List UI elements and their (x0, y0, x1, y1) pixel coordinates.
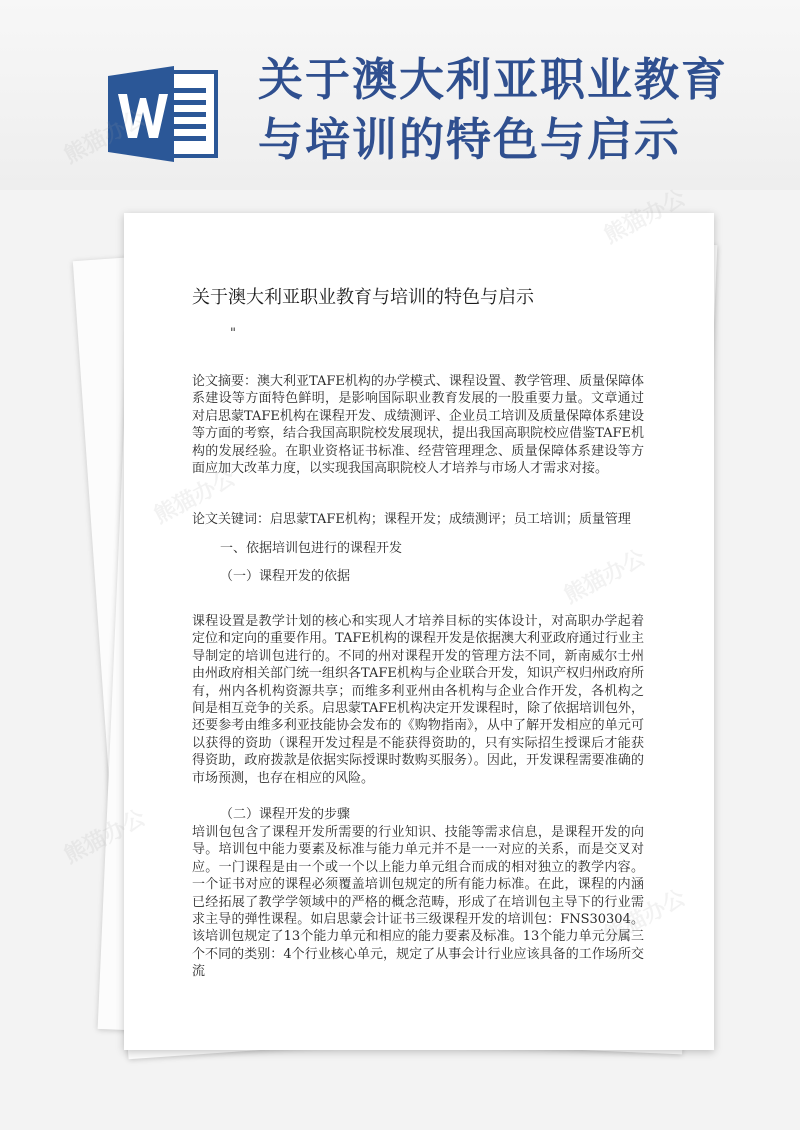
header-banner (0, 0, 800, 190)
subsection-heading: （一）课程开发的依据 (220, 569, 351, 584)
banner-title-line-1: 关于澳大利亚职业教育 (258, 53, 729, 106)
body-paragraph: 培训包包含了课程开发所需要的行业知识、技能等需求信息，是课程开发的向导。培训包中能力要素及标准与能力单元并不是一一对应的关系，而是交叉对应。一门课程是由一个或一个以上能力单元组合而成的相对独立的教学内容。一个证书对应的课程必须覆盖培训包规定的所有能力标准。在此，课程的内涵已经拓展了教学学领域中的严格的概念范畴，形成了在培训包主导下的行业需求主导的弹性课程。如启思蒙会计证书三级课程开发的培训包：FNS30304。该培训包规定了13个能力单元和相应的能力要素及标准。13个能力单元分属三个不同的类别：4个行业核心单元，规定了从事会计行业应该具备的工作场所交流 (192, 825, 644, 980)
subsection-heading: （二）课程开发的步骤 (220, 807, 351, 822)
section-heading: 一、依据培训包进行的课程开发 (220, 541, 403, 556)
document-page (124, 213, 714, 1050)
banner-title-line-2: 与培训的特色与启示 (258, 113, 682, 166)
banner-title (258, 50, 778, 170)
body-paragraph: 课程设置是教学计划的核心和实现人才培养目标的实体设计，对高职办学起着定位和定向的重要作用。TAFE机构的课程开发是依据澳大利亚政府通过行业主导制定的培训包进行的。不同的州对课程开发的管理方法不同，新南威尔士州由州政府相关部门统一组织各TAFE机构与企业联合开发，知识产权归州政府所有，州内各机构资源共享；而维多利亚州由各机构与企业合作开发，各机构之间是相互竞争的关系。启思蒙TAFE机构决定开发课程时，除了依据培训包外，还要参考由维多利亚技能协会发布的《购物指南》，从中了解开发相应的单元可以获得的资助（课程开发过程是不能获得资助的，只有实际招生授课后才能获得资助，政府拨款是依据实际授课时数购买服务）。因此，开发课程需要准确的市场预测，也存在相应的风险。 (192, 614, 644, 786)
quote-mark: " (230, 326, 236, 341)
document-title: 关于澳大利亚职业教育与培训的特色与启示 (192, 287, 534, 308)
word-document-icon (108, 66, 220, 162)
keywords-line: 论文关键词：启思蒙TAFE机构；课程开发；成绩测评；员工培训；质量管理 (192, 512, 631, 527)
abstract-paragraph: 论文摘要：澳大利亚TAFE机构的办学模式、课程设置、教学管理、质量保障体系建设等方面特色鲜明，是影响国际职业教育发展的一股重要力量。文章通过对启思蒙TAFE机构在课程开发、成绩测评、企业员工培训及质量保障体系建设等方面的考察，结合我国高职院校发展现状，提出我国高职院校应借鉴TAFE机构的发展经验。在职业资格证书标准、经营管理理念、质量保障体系建设等方面应加大改革力度，以实现我国高职院校人才培养与市场人才需求对接。 (192, 374, 644, 477)
